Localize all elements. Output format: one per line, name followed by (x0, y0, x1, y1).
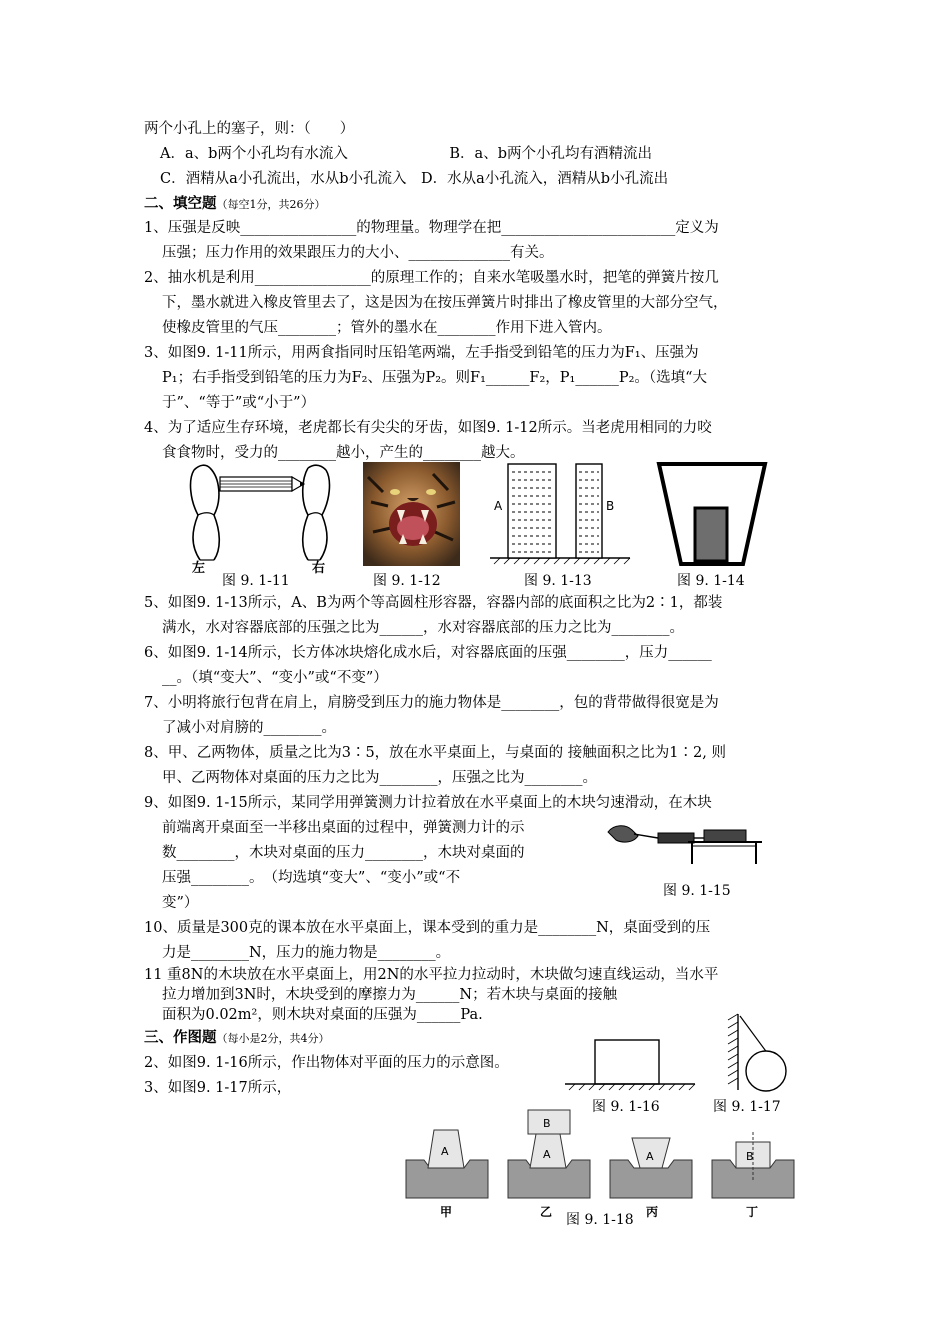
q1-line2: 压强；压力作用的效果跟压力的大小、______________有关。 (162, 245, 554, 261)
label-container-a: A (494, 499, 503, 513)
figure-9-1-14-caption: 图 9. 1-14 (677, 573, 745, 589)
drawing-q3: 3、如图9. 1-17所示， (144, 1080, 292, 1096)
label-jia: 甲 (440, 1205, 453, 1219)
q6-line2: __。（填“变大”、“变小”或“不变”） (162, 670, 388, 686)
q9-line5: 变”） (162, 895, 199, 911)
section-2-title: 二、填空题 (144, 195, 217, 212)
label-container-b: B (606, 499, 615, 513)
figure-9-1-15-caption: 图 9. 1-15 (663, 883, 731, 899)
q9-line3: 数________，木块对桌面的压力________，木块对桌面的 (162, 845, 525, 861)
q2-line1: 2、抽水机是利用________________的原理工作的；自来水笔吸墨水时，把笔的弹簧片按几 (144, 270, 719, 286)
q8-line2: 甲、乙两物体对桌面的压力之比为________，压强之比为________。 (162, 770, 597, 786)
yi-block-b: B (543, 1117, 551, 1130)
label-right: 右 (312, 561, 326, 576)
figure-9-1-17-caption: 图 9. 1-17 (713, 1099, 781, 1115)
q2-line3: 使橡皮管里的气压________；管外的墨水在________作用下进入管内。 (162, 320, 612, 336)
q10-line1: 10、质量是300克的课本放在水平桌面上，课本受到的重力是________N，桌面受到的压 (144, 920, 711, 936)
label-left: 左 (192, 561, 206, 576)
figure-9-1-14-ice-container (655, 460, 770, 568)
bing-block-a: A (646, 1150, 654, 1163)
q3-line2: P₁；右手指受到铅笔的压力为F₂、压强为P₂。则F₁______F₂，P₁______P₂。（选填“大 (162, 370, 708, 386)
figure-9-1-16-block (563, 1036, 698, 1092)
q9-line4: 压强________。 （均选填“变大”、“变小”或“不 (162, 870, 461, 886)
section-3-title: 三、作图题 (144, 1029, 217, 1046)
q11-line2: 拉力增加到3N时，木块受到的摩擦力为______N；若木块与桌面的接触 (162, 987, 618, 1003)
figure-9-1-12-caption: 图 9. 1-12 (373, 573, 441, 589)
figure-9-1-16-caption: 图 9. 1-16 (592, 1099, 660, 1115)
label-ding: 丁 (746, 1205, 759, 1219)
q5-line1: 5、如图9. 1-13所示，A、B为两个等高圆柱形容器，容器内部的底面积之比为2∶1，都装 (144, 595, 723, 611)
q6-line1: 6、如图9. 1-14所示，长方体冰块熔化成水后，对容器底面的压强________，压力______ (144, 645, 712, 661)
figure-9-1-11-caption: 图 9. 1-11 (222, 573, 290, 589)
q3-line3: 于”、“等于”或“小于”） (162, 395, 316, 411)
q11-line3: 面积为0.02m²，则木块对桌面的压强为______Pa. (162, 1007, 483, 1023)
q1-line1: 1、压强是反映________________的物理量。物理学在把________________________定义为 (144, 220, 719, 236)
figure-9-1-13-containers (488, 462, 633, 566)
figure-9-1-17-hanging-ball (724, 1012, 794, 1092)
figure-9-1-13-caption: 图 9. 1-13 (524, 573, 592, 589)
q7-line2: 了减小对肩膀的________。 (162, 720, 336, 736)
question-stem-tail: 两个小孔上的塞子，则：（ ） (144, 121, 355, 137)
q5-line2: 满水，水对容器底部的压强之比为______，水对容器底部的压力之比为________。 (162, 620, 684, 636)
figure-9-1-15-spring-scale (604, 818, 774, 868)
ding-block-b: B (746, 1150, 754, 1163)
option-c-d: C．酒精从a小孔流出，水从b小孔流入 D．水从a小孔流入，酒精从b小孔流出 (160, 171, 669, 187)
figure-9-1-18-blocks (400, 1108, 800, 1220)
section-2-heading (144, 194, 326, 215)
q4-line1: 4、为了适应生存环境，老虎都长有尖尖的牙齿，如图9. 1-12所示。当老虎用相同的力咬 (144, 420, 712, 436)
figure-9-1-11-pencil-fingers (180, 460, 340, 575)
q2-line2: 下，墨水就进入橡皮管里去了，这是因为在按压弹簧片时排出了橡皮管里的大部分空气， (162, 295, 728, 311)
figure-9-1-18-caption: 图 9. 1-18 (566, 1212, 634, 1228)
drawing-q2: 2、如图9. 1-16所示，作出物体对平面的压力的示意图。 (144, 1055, 509, 1071)
jia-block-a: A (441, 1145, 449, 1158)
option-a-b: A．a、b两个小孔均有水流入 B．a、b两个小孔均有酒精流出 (160, 146, 652, 162)
q10-line2: 力是________N，压力的施力物是________。 (162, 945, 451, 961)
q4-line2: 食食物时，受力的________越小，产生的________越大。 (162, 445, 525, 461)
q8-line1: 8、甲、乙两物体，质量之比为3∶5，放在水平桌面上，与桌面的 接触面积之比为1∶2, 则 (144, 745, 726, 761)
label-bing: 丙 (646, 1205, 659, 1219)
q9-line2: 前端离开桌面至一半移出桌面的过程中，弹簧测力计的示 (162, 820, 525, 836)
figure-9-1-12-tiger-photo (363, 462, 460, 566)
yi-block-a: A (543, 1148, 551, 1161)
q7-line1: 7、小明将旅行包背在肩上，肩膀受到压力的施力物体是________，包的背带做得很宽是为 (144, 695, 719, 711)
label-yi: 乙 (540, 1205, 553, 1219)
section-2-note: （每空1分，共26分） (216, 198, 326, 211)
q9-line1: 9、如图9. 1-15所示，某同学用弹簧测力计拉着放在水平桌面上的木块匀速滑动，在木块 (144, 795, 712, 811)
section-3-heading (144, 1028, 330, 1049)
section-3-note: （每小是2分，共4分） (216, 1032, 330, 1045)
q11-line1: 11 重8N的木块放在水平桌面上，用2N的水平拉力拉动时，木块做匀速直线运动，当水平 (144, 967, 719, 983)
q3-line1: 3、如图9. 1-11所示，用两食指同时压铅笔两端，左手指受到铅笔的压力为F₁、压强为 (144, 345, 699, 361)
